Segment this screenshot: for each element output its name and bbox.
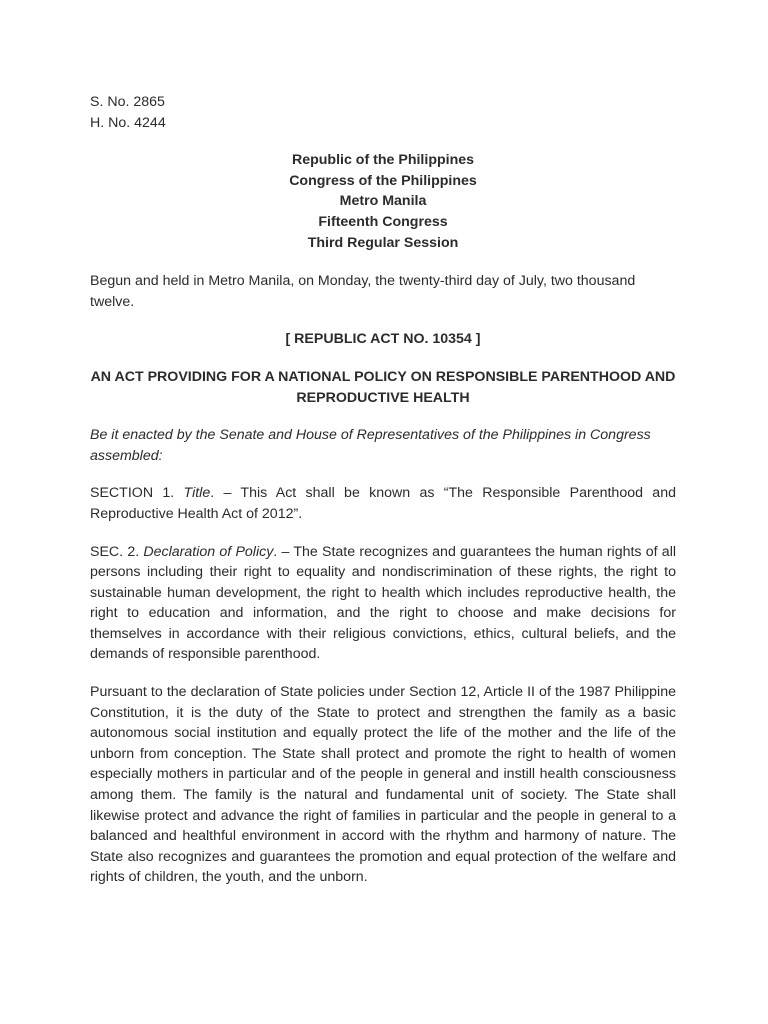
section-2-label: SEC. 2. bbox=[90, 543, 140, 560]
act-title: AN ACT PROVIDING FOR A NATIONAL POLICY ON RESPONSIBLE PARENTHOOD AND REPRODUCTIVE HEALTH bbox=[90, 368, 676, 406]
begun-statement: Begun and held in Metro Manila, on Monday, the twenty-third day of July, two thousand twelve. bbox=[90, 273, 636, 310]
section-1-text: . – This Act shall be known as “The Responsible Parenthood and Reproductive Health Act of 2012”. bbox=[90, 485, 676, 522]
document-page bbox=[90, 92, 676, 905]
section-1 bbox=[90, 483, 676, 524]
gov-line-congress: Congress of the Philippines bbox=[289, 172, 477, 189]
pursuant-paragraph: Pursuant to the declaration of State policies under Section 12, Article II of the 1987 Philippine Constitution, it is the duty of the State to protect and strengthen the family as a basic autonomous social institution and equally protect the life of the mother and the life of the unborn from conception. The State shall protect and promote the right to health of women especially mothers in particular and of the people in general and instill health consciousness among them. The family is the natural and fundamental unit of society. The State shall likewise protect and advance the right of families in particular and the people in general to a balanced and healthful environment in accord with the rhythm and harmony of nature. The State also recognizes and guarantees the promotion and equal protection of the welfare and rights of children, the youth, and the unborn. bbox=[90, 684, 676, 886]
section-2-heading: Declaration of Policy bbox=[143, 543, 274, 560]
section-2 bbox=[90, 542, 676, 666]
gov-line-location: Metro Manila bbox=[339, 193, 427, 210]
republic-act-number: [ REPUBLIC ACT NO. 10354 ] bbox=[285, 331, 481, 348]
gov-line-republic: Republic of the Philippines bbox=[291, 152, 475, 169]
house-bill-number: H. No. 4244 bbox=[90, 114, 166, 131]
government-heading bbox=[90, 150, 676, 253]
section-1-heading: Title bbox=[183, 485, 211, 502]
senate-bill-number: S. No. 2865 bbox=[90, 94, 165, 110]
section-1-label: SECTION 1. bbox=[90, 485, 175, 502]
gov-line-congress-number: Fifteenth Congress bbox=[318, 213, 448, 230]
bill-numbers bbox=[90, 92, 676, 133]
enacting-clause: Be it enacted by the Senate and House of Representatives of the Philippines in Congress assembled: bbox=[90, 427, 651, 464]
gov-line-session: Third Regular Session bbox=[307, 234, 459, 251]
section-2-text: . – The State recognizes and guarantees the human rights of all persons including their right to equality and nondiscrimination of these rights, the right to sustainable human development, the right to health which includes reproductive health, the right to education and information, and the right to choose and make decisions for themselves in accordance with their religious convictions, ethics, cultural beliefs, and the demands of responsible parenthood. bbox=[90, 543, 676, 663]
